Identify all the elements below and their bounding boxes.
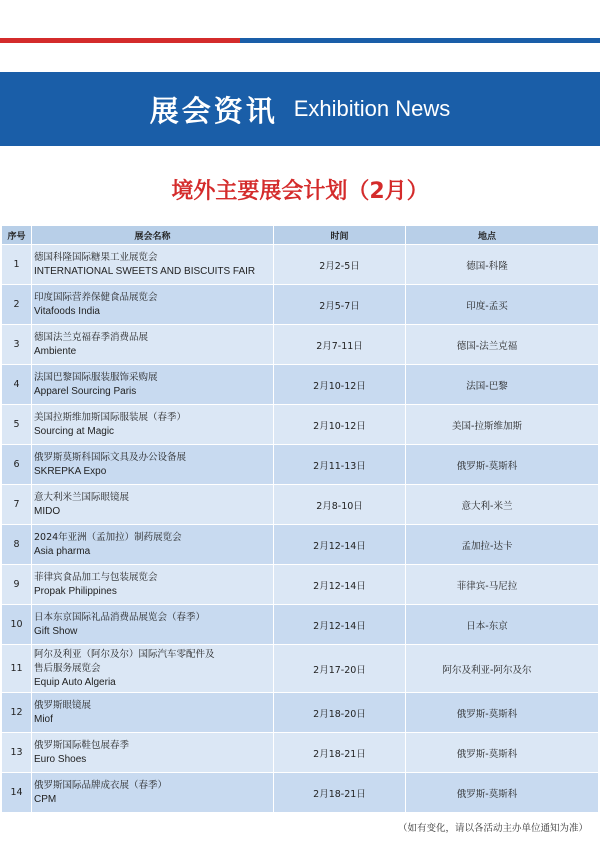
exhibition-location: 菲律宾-马尼拉	[456, 580, 518, 592]
row-number: 14	[2, 773, 32, 812]
exhibition-name	[32, 525, 274, 564]
exhibition-name-cn: 印度国际营养保健食品展览会	[34, 291, 158, 303]
table-row	[2, 324, 598, 364]
exhibition-name-cn: 德国法兰克福春季消费品展	[34, 331, 149, 343]
exhibition-date: 2月12-14日	[274, 565, 406, 604]
exhibition-name-cn: 法国巴黎国际服装服饰采购展	[34, 371, 158, 383]
exhibition-name-en: Propak Philippines	[34, 585, 117, 597]
row-number: 2	[2, 285, 32, 324]
column-header-no: 序号	[2, 226, 32, 244]
table-row	[2, 644, 598, 692]
exhibition-date: 2月17-20日	[274, 645, 406, 692]
exhibition-location: 俄罗斯-莫斯科	[456, 748, 518, 760]
table-row	[2, 284, 598, 324]
row-number: 10	[2, 605, 32, 644]
table-row	[2, 604, 598, 644]
exhibition-location: 美国-拉斯维加斯	[452, 420, 522, 432]
exhibition-name-cn: 德国科隆国际糖果工业展览会	[34, 251, 158, 263]
exhibition-date: 2月18-20日	[274, 693, 406, 732]
exhibition-name	[32, 365, 274, 404]
row-number: 3	[2, 325, 32, 364]
exhibition-name-en: MIDO	[34, 505, 61, 517]
top-stripe	[0, 38, 600, 43]
row-number: 5	[2, 405, 32, 444]
row-number: 9	[2, 565, 32, 604]
exhibition-name	[32, 645, 274, 692]
table-row	[2, 732, 598, 772]
footnote: （如有变化，请以各活动主办单位通知为准）	[397, 823, 588, 834]
exhibition-date: 2月2-5日	[274, 245, 406, 284]
column-header-location: 地点	[477, 231, 496, 242]
exhibition-table	[2, 226, 598, 812]
exhibition-location: 法国-巴黎	[466, 380, 508, 392]
exhibition-name-en: Sourcing at Magic	[34, 425, 115, 437]
exhibition-name	[32, 733, 274, 772]
exhibition-name-cn-line2: 售后服务展览会	[34, 662, 101, 674]
exhibition-name-cn: 意大利米兰国际眼镜展	[34, 491, 130, 503]
exhibition-name-en: INTERNATIONAL SWEETS AND BISCUITS FAIR	[34, 265, 256, 277]
row-number: 13	[2, 733, 32, 772]
table-body	[2, 244, 598, 812]
exhibition-date: 2月18-21日	[274, 733, 406, 772]
exhibition-name-cn: 阿尔及利亚（阿尔及尔）国际汽车零配件及	[34, 648, 215, 660]
header-banner	[0, 72, 600, 146]
exhibition-name-cn: 日本东京国际礼品消费品展览会（春季）	[34, 611, 206, 623]
table-row	[2, 364, 598, 404]
exhibition-location: 意大利-米兰	[461, 500, 513, 512]
exhibition-name	[32, 245, 274, 284]
exhibition-name-en: Apparel Sourcing Paris	[34, 385, 137, 397]
exhibition-date: 2月10-12日	[274, 405, 406, 444]
exhibition-name	[32, 605, 274, 644]
exhibition-location: 日本-东京	[466, 620, 508, 632]
table-row	[2, 564, 598, 604]
exhibition-name	[32, 565, 274, 604]
table-row	[2, 692, 598, 732]
exhibition-location: 俄罗斯-莫斯科	[456, 460, 518, 472]
table-row	[2, 244, 598, 284]
exhibition-name-cn: 俄罗斯莫斯科国际文具及办公设备展	[34, 451, 187, 463]
page-subtitle: 境外主要展会计划（2月）	[171, 179, 429, 204]
table-row	[2, 484, 598, 524]
table-row	[2, 772, 598, 812]
header-title-cn: 展会资讯	[149, 93, 278, 128]
exhibition-name	[32, 773, 274, 812]
exhibition-location: 孟加拉-达卡	[461, 540, 513, 552]
row-number: 8	[2, 525, 32, 564]
table-row	[2, 524, 598, 564]
exhibition-name	[32, 485, 274, 524]
exhibition-location: 俄罗斯-莫斯科	[456, 708, 518, 720]
header-title-en: Exhibition News	[293, 96, 451, 121]
top-stripe-red	[0, 38, 240, 43]
exhibition-name-cn: 俄罗斯国际品牌成衣展（春季）	[34, 779, 168, 791]
exhibition-name-en: Miof	[34, 713, 53, 725]
exhibition-date: 2月10-12日	[274, 365, 406, 404]
exhibition-date: 2月12-14日	[274, 605, 406, 644]
exhibition-name-en: Gift Show	[34, 625, 78, 637]
exhibition-date: 2月18-21日	[274, 773, 406, 812]
exhibition-date: 2月8-10日	[274, 485, 406, 524]
exhibition-name	[32, 693, 274, 732]
exhibition-name-cn: 俄罗斯国际鞋包展春季	[34, 739, 130, 751]
exhibition-date: 2月7-11日	[274, 325, 406, 364]
row-number: 7	[2, 485, 32, 524]
row-number: 1	[2, 245, 32, 284]
exhibition-name	[32, 405, 274, 444]
exhibition-name-cn: 俄罗斯眼镜展	[34, 699, 92, 711]
exhibition-name	[32, 325, 274, 364]
table-row	[2, 404, 598, 444]
exhibition-name-cn: 美国拉斯维加斯国际服装展（春季）	[34, 411, 187, 423]
exhibition-location: 德国-科隆	[466, 260, 508, 272]
top-stripe-blue	[240, 38, 600, 43]
exhibition-name-cn: 菲律宾食品加工与包装展览会	[34, 571, 158, 583]
exhibition-name-en: Asia pharma	[34, 545, 91, 557]
column-header-name: 展会名称	[32, 226, 274, 244]
exhibition-name	[32, 445, 274, 484]
exhibition-name-en: CPM	[34, 793, 57, 805]
row-number: 4	[2, 365, 32, 404]
table-header	[2, 226, 598, 244]
exhibition-name-en: Vitafoods India	[34, 305, 100, 317]
table-row	[2, 444, 598, 484]
row-number: 6	[2, 445, 32, 484]
exhibition-name-en: Ambiente	[34, 345, 77, 357]
exhibition-location: 俄罗斯-莫斯科	[456, 788, 518, 800]
row-number: 11	[2, 645, 32, 692]
exhibition-date: 2月12-14日	[274, 525, 406, 564]
exhibition-name	[32, 285, 274, 324]
exhibition-name-en: Euro Shoes	[34, 753, 87, 765]
row-number: 12	[2, 693, 32, 732]
exhibition-name-en: SKREPKA Expo	[34, 465, 107, 477]
exhibition-location: 德国-法兰克福	[456, 340, 518, 352]
exhibition-name-en: Equip Auto Algeria	[34, 676, 116, 688]
exhibition-name-cn: 2024年亚洲（孟加拉）制药展览会	[34, 531, 182, 543]
column-header-date: 时间	[274, 226, 406, 244]
exhibition-date: 2月11-13日	[274, 445, 406, 484]
exhibition-date: 2月5-7日	[274, 285, 406, 324]
exhibition-location: 印度-孟买	[466, 300, 508, 312]
exhibition-location: 阿尔及利亚-阿尔及尔	[442, 664, 532, 676]
